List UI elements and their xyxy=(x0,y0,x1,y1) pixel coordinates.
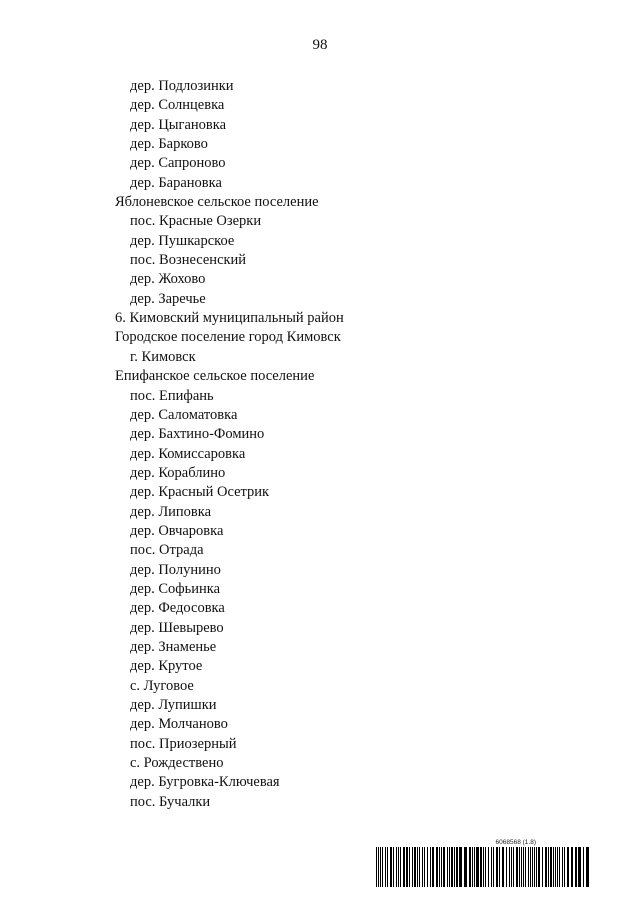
settlement-item: дер. Кораблино xyxy=(130,464,226,481)
settlement-item: дер. Солнцевка xyxy=(130,97,225,114)
settlement-item: дер. Заречье xyxy=(130,290,206,307)
settlement-item: пос. Красные Озерки xyxy=(130,213,262,230)
settlement-item: дер. Пушкарское xyxy=(130,232,235,249)
section-heading: Епифанское сельское поселение xyxy=(115,368,315,385)
settlement-item: дер. Бугровка-Ключевая xyxy=(130,774,280,791)
settlement-item: дер. Овчаровка xyxy=(130,522,224,539)
settlement-item: дер. Крутое xyxy=(130,658,203,675)
settlement-item: пос. Приозерный xyxy=(130,735,237,752)
settlement-item: с. Луговое xyxy=(130,677,194,694)
settlement-item: дер. Комиссаровка xyxy=(130,445,246,462)
settlement-item: дер. Красный Осетрик xyxy=(130,484,270,501)
settlement-item: дер. Шевырево xyxy=(130,619,224,636)
barcode-block xyxy=(376,838,590,887)
settlement-item: с. Рождествено xyxy=(130,755,224,772)
settlement-item: дер. Полунино xyxy=(130,561,221,578)
settlement-item: дер. Цыгановка xyxy=(130,116,227,133)
section-heading: Городское поселение город Кимовск xyxy=(115,329,341,346)
barcode-image xyxy=(376,847,590,887)
settlement-item: пос. Вознесенский xyxy=(130,252,247,269)
settlement-item: дер. Сапроново xyxy=(130,155,226,172)
page-number: 98 xyxy=(312,37,328,53)
barcode-id-text: 6068568 (1.8) xyxy=(495,839,536,846)
settlement-list xyxy=(115,77,344,812)
settlement-item: дер. Софьинка xyxy=(130,580,221,597)
settlement-item: дер. Барково xyxy=(130,136,208,153)
settlement-item: дер. Барановка xyxy=(130,174,222,191)
settlement-item: г. Кимовск xyxy=(130,348,196,365)
settlement-item: дер. Липовка xyxy=(130,503,212,520)
settlement-item: пос. Епифань xyxy=(130,387,214,404)
settlement-item: дер. Подлозинки xyxy=(130,78,234,94)
settlement-item: пос. Отрада xyxy=(130,542,204,559)
settlement-item: дер. Федосовка xyxy=(130,600,225,617)
settlement-item: дер. Саломатовка xyxy=(130,406,238,423)
settlement-item: дер. Жохово xyxy=(130,271,206,288)
settlement-item: дер. Знаменье xyxy=(130,638,217,655)
section-heading: Яблоневское сельское поселение xyxy=(115,194,319,211)
settlement-item: дер. Бахтино-Фомино xyxy=(130,426,265,443)
settlement-item: пос. Бучалки xyxy=(130,793,211,810)
section-heading: 6. Кимовский муниципальный район xyxy=(115,310,344,327)
settlement-item: дер. Молчаново xyxy=(130,716,228,733)
settlement-item: дер. Лупишки xyxy=(130,697,217,713)
